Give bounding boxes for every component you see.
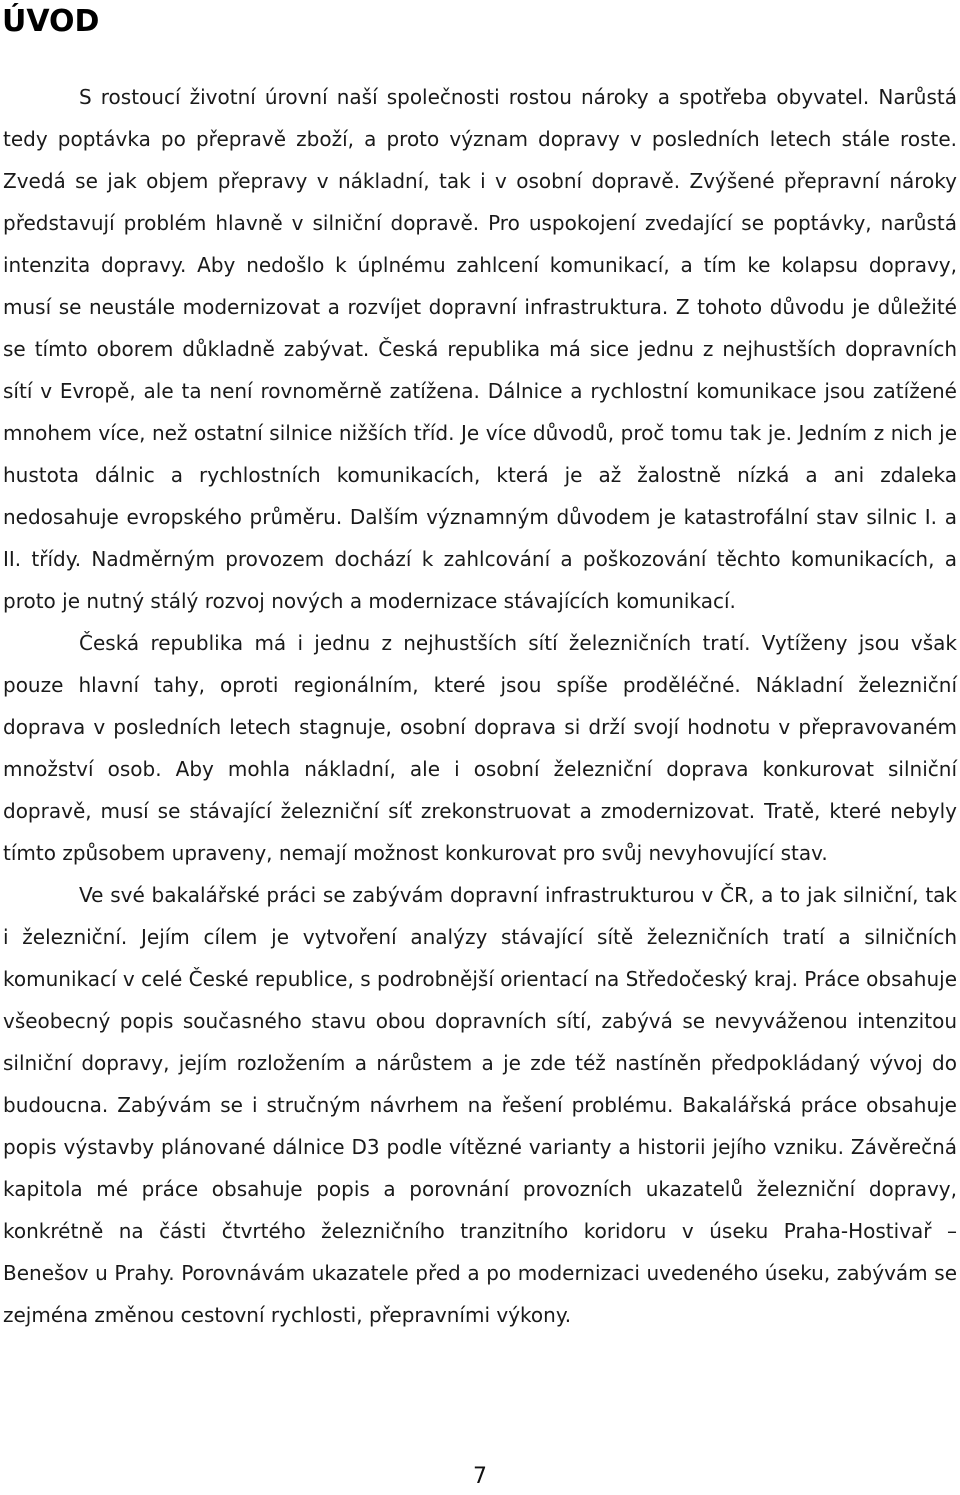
page-number: 7	[473, 1464, 487, 1489]
section-heading: ÚVOD	[2, 4, 100, 39]
paragraph-3: Ve své bakalářské práci se zabývám dopravní infrastrukturou v ČR, a to jak silniční, tak i železniční. Jejím cílem je vytvoření analýzy stávající sítě železničních tratí a silničních komunikací v celé České republice, s podrobnější orientací na Středočeský kraj. Práce obsahuje všeobecný popis současného stavu obou dopravních sítí, zabývá se nevyváženou intenzitou silniční dopravy, jejím rozložením a nárůstem a je zde též nastíněn předpokládaný vývoj do budoucna. Zabývám se i stručným návrhem na řešení problému. Bakalářská práce obsahuje popis výstavby plánované dálnice D3 podle vítězné varianty a historii jejího vzniku. Závěrečná kapitola mé práce obsahuje popis a porovnání provozních ukazatelů železniční dopravy, konkrétně na části čtvrtého železničního tranzitního koridoru v úseku Praha-Hostivař – Benešov u Prahy. Porovnávám ukazatele před a po modernizaci uvedeného úseku, zabývám se zejména změnou cestovní rychlosti, přepravními výkony.	[3, 883, 957, 1327]
paragraph-1: S rostoucí životní úrovní naší společnosti rostou nároky a spotřeba obyvatel. Narůstá tedy poptávka po přepravě zboží, a proto význam dopravy v posledních letech stále roste. Zvedá se jak objem přepravy v nákladní, tak i v osobní dopravě. Zvýšené přepravní nároky představují problém hlavně v silniční dopravě. Pro uspokojení zvedající se poptávky, narůstá intenzita dopravy. Aby nedošlo k úplnému zahlcení komunikací, a tím ke kolapsu dopravy, musí se neustále modernizovat a rozvíjet dopravní infrastruktura. Z tohoto důvodu je důležité se tímto oborem důkladně zabývat. Česká republika má sice jednu z nejhustších dopravních sítí v Evropě, ale ta není rovnoměrně zatížena. Dálnice a rychlostní komunikace jsou zatížené mnohem více, než ostatní silnice nižších tříd. Je více důvodů, proč tomu tak je. Jedním z nich je hustota dálnic a rychlostních komunikacích, která je až žalostně nízká a ani zdaleka nedosahuje evropského průměru. Dalším významným důvodem je katastrofální stav silnic I. a II. třídy. Nadměrným provozem dochází k zahlcování a poškozování těchto komunikacích, a proto je nutný stálý rozvoj nových a modernizace stávajících komunikací.	[3, 85, 957, 613]
paragraph-2: Česká republika má i jednu z nejhustších sítí železničních tratí. Vytíženy jsou však pouze hlavní tahy, oproti regionálním, které jsou spíše proděléčné. Nákladní železniční doprava v posledních letech stagnuje, osobní doprava si drží svojí hodnotu v přepravovaném množství osob. Aby mohla nákladní, ale i osobní železniční doprava konkurovat silniční dopravě, musí se stávající železniční síť zrekonstruovat a zmodernizovat. Tratě, které nebyly tímto způsobem upraveny, nemají možnost konkurovat pro svůj nevyhovující stav.	[3, 631, 957, 865]
body-text	[3, 76, 957, 1336]
